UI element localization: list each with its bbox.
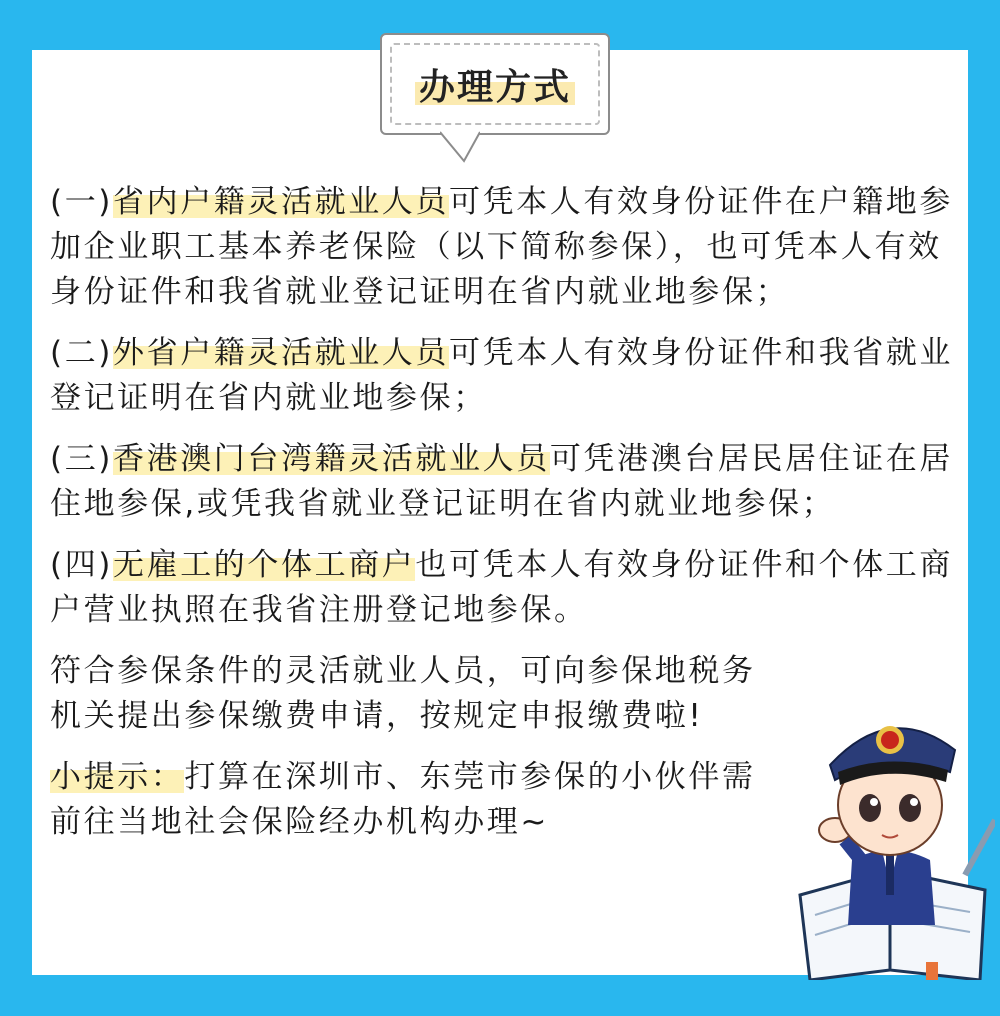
item-highlight: 省内户籍灵活就业人员 (113, 184, 449, 220)
bubble-tail (440, 131, 480, 163)
list-item (50, 331, 955, 421)
tip-label: 小提示： (50, 759, 185, 795)
item-prefix: (一) (50, 184, 113, 220)
title-inner-frame (390, 43, 600, 125)
summary-text (50, 649, 770, 739)
item-highlight: 香港澳门台湾籍灵活就业人员 (113, 441, 550, 477)
item-text: 可凭本人有效身份证件在户籍地参加企业职工基本养老保险（以下简称参保），也可凭本人有效身份证件和我省就业登记证明在省内就业地参保； (50, 184, 953, 310)
item-highlight: 外省户籍灵活就业人员 (113, 335, 449, 371)
tax-officer-mascot-icon (790, 690, 995, 980)
title-bubble (380, 33, 610, 135)
item-prefix: (三) (50, 441, 113, 477)
item-text: 可凭本人有效身份证件和我省就业登记证明在省内就业地参保； (50, 335, 953, 416)
item-text: 可凭港澳台居民居住证在居住地参保,或凭我省就业登记证明在省内就业地参保； (50, 441, 954, 522)
tip-text (50, 755, 770, 845)
list-item (50, 180, 955, 315)
item-text: 也可凭本人有效身份证件和个体工商户营业执照在我省注册登记地参保。 (50, 547, 954, 628)
list-item (50, 437, 955, 527)
list-item (50, 543, 955, 633)
summary-content: 符合参保条件的灵活就业人员，可向参保地税务机关提出参保缴费申请，按规定申报缴费啦! (50, 653, 756, 734)
tip-content: 打算在深圳市、东莞市参保的小伙伴需前往当地社会保险经办机构办理~ (50, 759, 756, 840)
page-title: 办理方式 (415, 59, 575, 110)
item-prefix: (四) (50, 547, 113, 583)
item-prefix: (二) (50, 335, 113, 371)
item-highlight: 无雇工的个体工商户 (113, 547, 416, 583)
